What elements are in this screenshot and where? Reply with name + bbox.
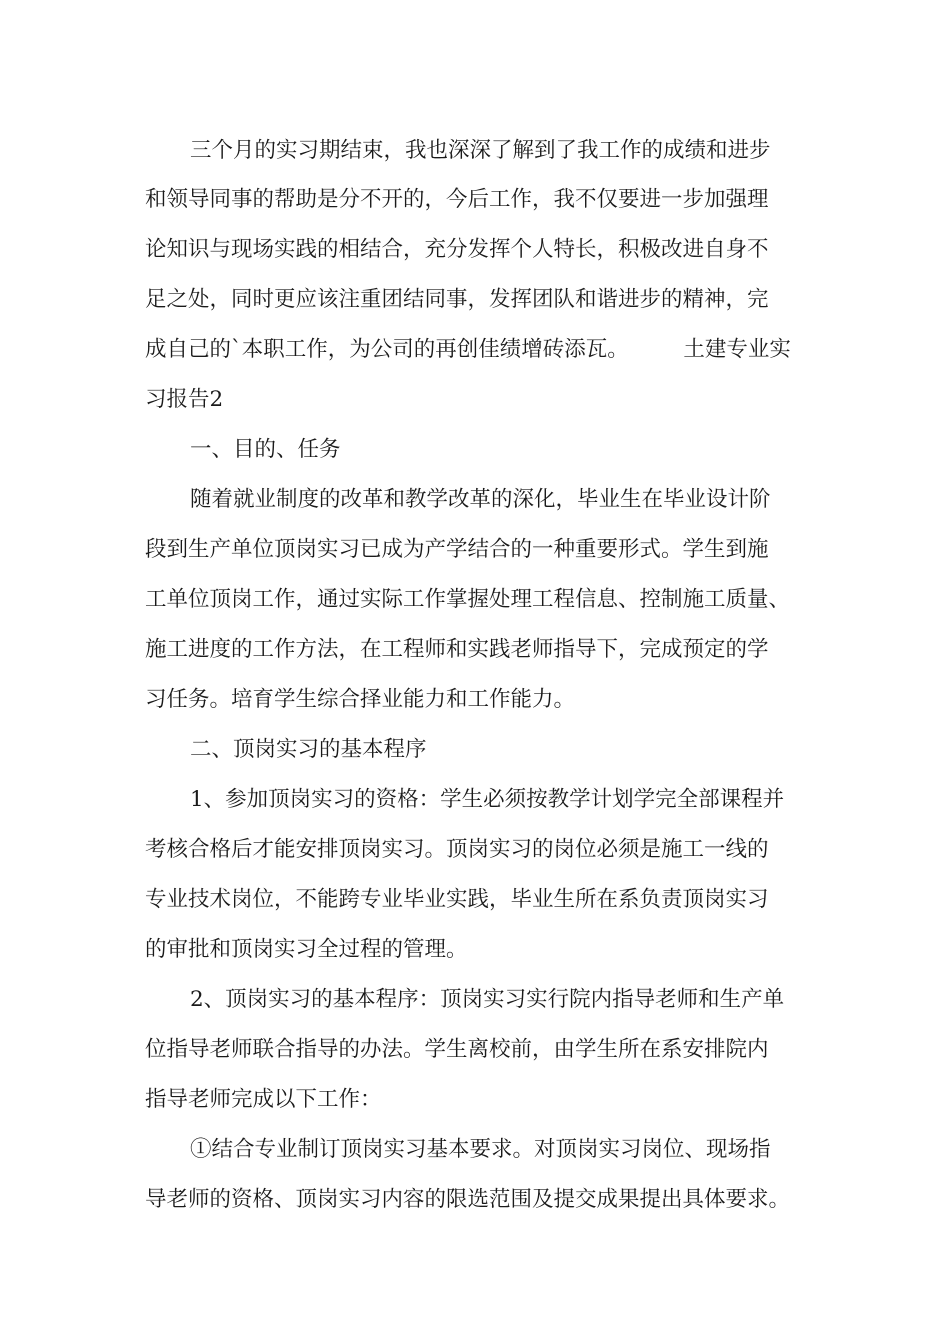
- section-heading: 二、顶岗实习的基本程序: [190, 737, 427, 762]
- body-text-line: 习报告2: [145, 387, 224, 412]
- body-text-line: 足之处，同时更应该注重团结同事，发挥团队和谐进步的精神，完: [145, 287, 769, 312]
- body-text-line: 指导老师完成以下工作：: [145, 1087, 382, 1112]
- body-text-line: 施工进度的工作方法，在工程师和实践老师指导下，完成预定的学: [145, 637, 769, 662]
- body-text-line: 的审批和顶岗实习全过程的管理。: [145, 937, 468, 962]
- body-text-line: 工单位顶岗工作，通过实际工作掌握处理工程信息、控制施工质量、: [145, 587, 791, 612]
- body-text-line: 成自己的`本职工作，为公司的再创佳绩增砖添瓦。 土建专业实: [145, 337, 791, 362]
- body-text-line: 随着就业制度的改革和教学改革的深化，毕业生在毕业设计阶: [190, 487, 771, 512]
- body-text-line: 位指导老师联合指导的办法。学生离校前，由学生所在系安排院内: [145, 1037, 769, 1062]
- body-text-line: 段到生产单位顶岗实习已成为产学结合的一种重要形式。学生到施: [145, 537, 769, 562]
- body-text-line: 导老师的资格、顶岗实习内容的限选范围及提交成果提出具体要求。: [145, 1187, 791, 1212]
- body-text-line: 考核合格后才能安排顶岗实习。顶岗实习的岗位必须是施工一线的: [145, 837, 769, 862]
- body-text-line: 习任务。培育学生综合择业能力和工作能力。: [145, 687, 576, 712]
- body-text-line: 三个月的实习期结束，我也深深了解到了我工作的成绩和进步: [190, 138, 771, 163]
- section-heading: 一、目的、任务: [190, 437, 341, 462]
- body-text-line: 论知识与现场实践的相结合，充分发挥个人特长，积极改进自身不: [145, 237, 769, 262]
- body-text-line: 2、顶岗实习的基本程序：顶岗实习实行院内指导老师和生产单: [190, 987, 785, 1012]
- body-text-line: 1、参加顶岗实习的资格：学生必须按教学计划学完全部课程并: [190, 787, 785, 812]
- body-text-line: 专业技术岗位，不能跨专业毕业实践，毕业生所在系负责顶岗实习: [145, 887, 769, 912]
- body-text-line: 和领导同事的帮助是分不开的，今后工作，我不仅要进一步加强理: [145, 187, 769, 212]
- body-text-line: ①结合专业制订顶岗实习基本要求。对顶岗实习岗位、现场指: [190, 1137, 771, 1162]
